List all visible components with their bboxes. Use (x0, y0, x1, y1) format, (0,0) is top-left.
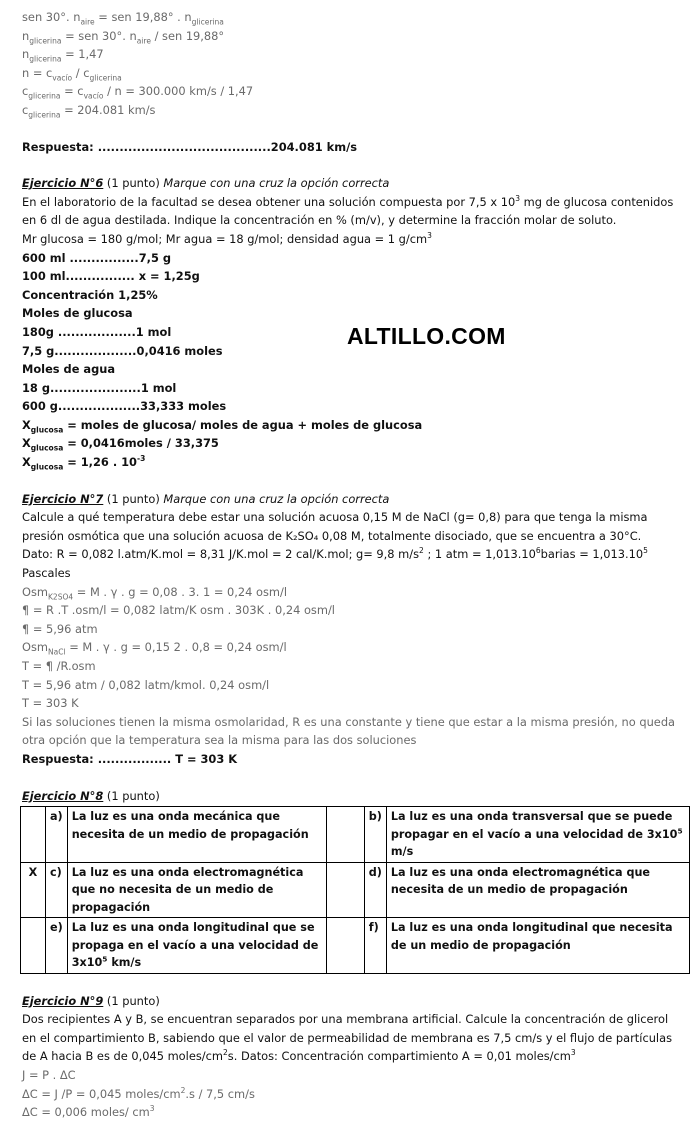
ej7-conclusion-2: otra opción que la temperatura sea la misma para las dos soluciones (22, 733, 417, 748)
ej9-statement-3: de A hacia B es de 0,045 moles/$cm^2s$. Datos: Concentración compartimiento A = 0,01 moles/$cm^3$ (22, 1048, 576, 1064)
option-e-mark[interactable] (21, 918, 46, 974)
option-f-letter: f) (364, 918, 386, 974)
option-a-mark[interactable] (21, 807, 46, 863)
option-f-text: La luz es una onda longitudinal que necesita de un medio de propagación (386, 918, 689, 974)
ej6-calc-line: 100 ml................ x = 1,25g (22, 269, 200, 284)
ej7-calc-line: ¶ = 5,96 atm (22, 621, 98, 636)
option-b-mark[interactable] (326, 807, 364, 863)
ej6-title: Ejercicio N°6 (22, 176, 104, 191)
ej7-title: Ejercicio N°7 (22, 491, 104, 506)
ej5-line-3: $n_{glicerina} = 1,47$ (22, 47, 104, 64)
option-a-letter: a) (46, 807, 68, 863)
ej9-calc-line: J = P . ΔC (22, 1068, 76, 1083)
ej7-conclusion-1: Si las soluciones tienen la misma osmolaridad, R es una constante y tiene que estar a la misma presión, no queda (22, 714, 676, 729)
ej5-line-5: $c_{glicerina} = c_{vacío} / n = 300.000$ km/s / 1,47 (22, 84, 254, 101)
option-d-letter: d) (364, 862, 386, 918)
ej9-title: Ejercicio N°9 (22, 993, 104, 1008)
ej5-line-1: sen 30°. $n_{aire}$ = sen 19,88° . $n_{glicerina}$ (22, 10, 224, 27)
ej6-calc-line: Moles de glucosa (22, 306, 133, 321)
ej6-calc-line: 7,5 g...................0,0416 moles (22, 343, 223, 358)
option-d-mark[interactable] (326, 862, 364, 918)
ej6-calc-line: Moles de agua (22, 362, 116, 377)
option-a-text: La luz es una onda mecánica que necesita de un medio de propagación (67, 807, 326, 863)
ej7-statement-3: Dato: R = 0,082 l.atm/K.mol = 8,31 J/K.mol = 2 cal/K.mol; g= 9,8 $m/s^2$ ; 1 atm = $1,013.10^6barias = 1,013.10^5$ (22, 546, 648, 562)
ej7-heading: Ejercicio N°7 (1 punto) Marque con una cruz la opción correcta (22, 491, 390, 506)
ej7-calc-line: Osm$_{NaCl}$ = M . γ . g = 0,15 2 . 0,8 = 0,24 osm/l (22, 640, 287, 657)
table-row (21, 807, 690, 863)
ej7-calc-line: Osm$_{K2SO4}$ = M . γ . g = 0,08 . 3. 1 = 0,24 osm/l (22, 584, 288, 601)
ej7-statement-4: Pascales (22, 566, 71, 581)
option-f-mark[interactable] (326, 918, 364, 974)
ej9-statement-2: en el compartimiento B, sabiendo que el valor de permeabilidad de membrana es 7,5 cm/s y el flujo de partículas (22, 1030, 673, 1045)
ej7-statement-2: presión osmótica que una solución acuosa de K₂SO₄ 0,08 M, totalmente disociado, que se encuentra a 30°C. (22, 528, 642, 543)
ej6-statement-3: Mr glucosa = 180 g/mol; Mr agua = 18 g/mol; densidad agua = 1 $g/cm^3$ (22, 231, 432, 246)
option-e-letter: e) (46, 918, 68, 974)
ej7-calc-line: T = ¶ /R.osm (22, 659, 96, 673)
ej5-line-6: $c_{glicerina} = 204.081$ km/s (22, 102, 156, 120)
ej6-statement-1: En el laboratorio de la facultad se desea obtener una solución compuesta por 7,5 x $10^3$ mg de glucosa contenidos (22, 193, 674, 209)
table-row (21, 918, 690, 974)
ej9-calc-line: ΔC = 0,006 moles/ $cm^3$ (22, 1104, 155, 1120)
option-d-text: La luz es una onda electromagnética que necesita de un medio de propagación (386, 862, 689, 918)
ej7-statement-1: Calcule a qué temperatura debe estar una solución acuosa 0,15 M de NaCl (g= 0,8) para que tenga la misma (22, 510, 648, 525)
ej6-calc-line: Concentración 1,25% (22, 287, 158, 302)
ej7-answer: Respuesta: ................. T = 303 K (22, 751, 238, 766)
option-c-mark[interactable]: X (21, 862, 46, 918)
ej5-answer: Respuesta: ........................................204.081 km/s (22, 139, 358, 154)
ej6-fraction-2: $X_{glucosa}$ = 0,0416moles / 33,375 (22, 436, 219, 453)
ej8-heading: Ejercicio N°8 (1 punto) (22, 788, 160, 803)
option-e-text: La luz es una onda longitudinal que se propaga en el vacío a una velocidad de $3x10^5$ km/s (67, 918, 326, 974)
ej9-calc-line: ΔC = J /P = 0,045 moles/$cm^2.s / 7,5$ cm/s (22, 1085, 255, 1101)
ej5-line-4: $n = c_{vacío} / c_{glicerina}$ (22, 65, 122, 83)
ej6-fraction-3: $X_{glucosa} = 1,26$ . $10^{-3}$ (22, 454, 146, 472)
ej6-calc-line: 600 ml ................7,5 g (22, 250, 172, 265)
ej8-options-table (20, 806, 690, 974)
ej6-calc-line: 18 g.....................1 mol (22, 380, 177, 395)
option-b-letter: b) (364, 807, 386, 863)
ej7-calc-line: T = 303 K (22, 696, 79, 711)
ej9-heading: Ejercicio N°9 (1 punto) (22, 993, 160, 1008)
ej6-calc-line: 600 g...................33,333 moles (22, 399, 227, 414)
option-c-text: La luz es una onda electromagnética que no necesita de un medio de propagación (67, 862, 326, 918)
ej6-fraction-1: $X_{glucosa}$ = moles de glucosa/ moles de agua + moles de glucosa (22, 417, 423, 435)
ej6-statement-2: en 6 dl de agua destilada. Indique la concentración en % (m/v), y determine la fracción molar de soluto. (22, 213, 617, 228)
ej5-line-2: $n_{glicerina}$ = sen 30°. $n_{aire}$ / sen 19,88° (22, 28, 225, 45)
table-row (21, 862, 690, 918)
ej6-calc-line: 180g ..................1 mol (22, 324, 172, 339)
document-page (22, 8, 686, 1122)
ej7-calc-line: T = 5,96 atm / 0,082 latm/kmol. 0,24 osm/l (22, 677, 270, 692)
ej6-heading: Ejercicio N°6 (1 punto) Marque con una cruz la opción correcta (22, 176, 390, 191)
ej8-title: Ejercicio N°8 (22, 788, 104, 803)
ej9-statement-1: Dos recipientes A y B, se encuentran separados por una membrana artificial. Calcule la concentración de glicerol (22, 1012, 669, 1027)
option-c-letter: c) (46, 862, 68, 918)
ej7-calc-line: ¶ = R .T .osm/l = 0,082 latm/K osm . 303K . 0,24 osm/l (22, 603, 335, 618)
watermark: ALTILLO.COM (347, 323, 506, 349)
option-b-text: La luz es una onda transversal que se puede propagar en el vacío a una velocidad de $3x10^5$ m/s (386, 807, 689, 863)
